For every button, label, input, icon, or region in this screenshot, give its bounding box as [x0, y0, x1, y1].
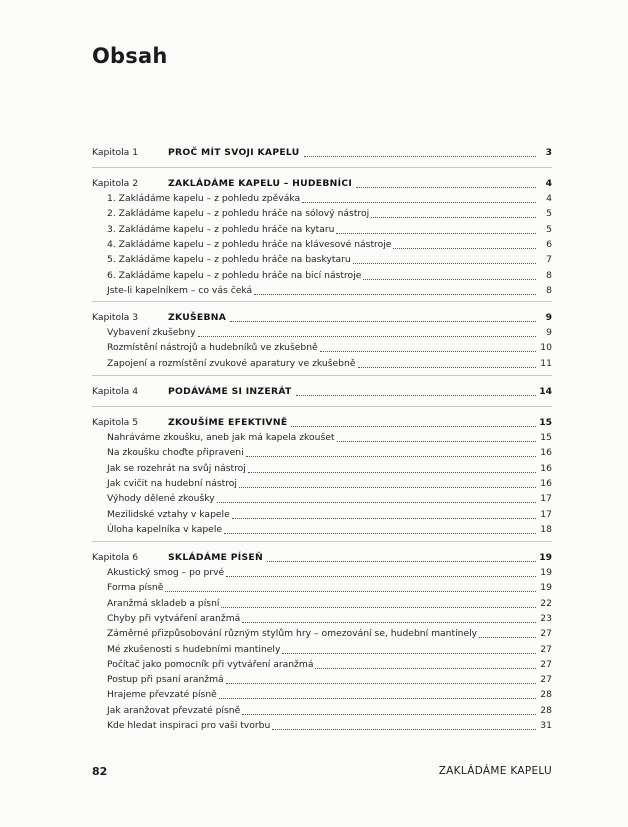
toc-entry-row[interactable]: [0, 269, 628, 283]
entry-page-number: 27: [540, 658, 552, 670]
dot-leader: [356, 187, 536, 188]
entry-page-number: 8: [546, 269, 552, 281]
chapter-page-number: 15: [539, 417, 552, 428]
dot-leader: [198, 336, 536, 337]
entry-page-number: 6: [546, 238, 552, 250]
dot-leader: [254, 294, 536, 295]
entry-title: Jak se rozehrát na svůj nástroj: [107, 462, 246, 474]
entry-title: 2. Zakládáme kapelu – z pohledu hráče na sólový nástroj: [107, 208, 370, 220]
toc-entry-row[interactable]: [0, 238, 628, 252]
entry-page-number: 17: [540, 493, 552, 505]
dot-leader: [219, 698, 536, 699]
dot-leader: [226, 576, 536, 577]
footer-page-number: 82: [92, 765, 108, 778]
entry-page-number: 5: [546, 208, 552, 220]
entry-title: Vybavení zkušebny: [107, 327, 196, 338]
dot-leader: [353, 263, 536, 264]
entry-page-number: 16: [540, 447, 552, 459]
chapter-title: ZKOUŠÍME EFEKTIVNĚ: [168, 417, 288, 428]
entry-page-number: 10: [540, 342, 552, 354]
dot-leader: [221, 607, 536, 608]
toc-entry-row[interactable]: [0, 477, 628, 491]
toc-entry-row[interactable]: [0, 341, 628, 355]
toc-entry-row[interactable]: [0, 523, 628, 537]
toc-entry-row[interactable]: [0, 688, 628, 702]
entry-title: Na zkoušku choďte připraveni: [107, 447, 244, 459]
dot-leader: [363, 279, 536, 280]
entry-page-number: 7: [546, 254, 552, 266]
toc-chapter-row[interactable]: [0, 177, 628, 191]
dot-leader: [242, 714, 536, 715]
entry-page-number: 28: [540, 689, 552, 701]
entry-title: 4. Zakládáme kapelu – z pohledu hráče na klávesové nástroje: [107, 238, 392, 250]
entry-page-number: 19: [540, 582, 552, 594]
toc-entry-row[interactable]: [0, 719, 628, 733]
dot-leader: [296, 395, 536, 396]
entry-title: 3. Zakládáme kapelu – z pohledu hráče na kytaru: [107, 223, 335, 235]
toc-entry-row[interactable]: [0, 492, 628, 506]
entry-title: Počítač jako pomocník při vytváření aranžmá: [107, 658, 314, 670]
dot-leader: [320, 351, 536, 352]
dot-leader: [282, 653, 536, 654]
toc-entry-row[interactable]: [0, 508, 628, 522]
toc-entry-row[interactable]: [0, 643, 628, 657]
entry-title: Hrajeme převzaté písně: [107, 689, 217, 701]
chapter-separator: [92, 541, 552, 542]
toc-entry-row[interactable]: [0, 284, 628, 298]
toc-entry-row[interactable]: [0, 223, 628, 237]
toc-entry-row[interactable]: [0, 357, 628, 371]
dot-leader: [217, 502, 536, 503]
entry-title: 1. Zakládáme kapelu – z pohledu zpěváka: [107, 193, 301, 204]
entry-page-number: 23: [540, 612, 552, 624]
entry-title: Forma písně: [107, 582, 164, 594]
entry-page-number: 18: [540, 523, 552, 535]
toc-entry-row[interactable]: [0, 253, 628, 267]
toc-entry-row[interactable]: [0, 704, 628, 718]
entry-title: Kde hledat inspiraci pro vaši tvorbu: [107, 720, 271, 731]
toc-chapter-row[interactable]: [0, 385, 628, 399]
chapter-page-number: 14: [539, 386, 552, 397]
dot-leader: [336, 233, 536, 234]
dot-leader: [393, 248, 536, 249]
entry-title: Zapojení a rozmístění zvukové aparatury ve zkušebně: [107, 357, 356, 369]
dot-leader: [371, 217, 536, 218]
toc-entry-row[interactable]: [0, 612, 628, 626]
dot-leader: [304, 156, 536, 157]
entry-page-number: 22: [540, 597, 552, 609]
entry-title: Jak aranžovat převzaté písně: [107, 704, 241, 716]
chapter-label: Kapitola 1: [92, 147, 139, 158]
chapter-title: PROČ MÍT SVOJI KAPELU: [168, 147, 300, 158]
entry-title: Postup při psaní aranžmá: [107, 674, 224, 686]
chapter-title: ZKUŠEBNA: [168, 312, 227, 323]
entry-title: 5. Zakládáme kapelu – z pohledu hráče na baskytaru: [107, 254, 351, 266]
toc-entry-row[interactable]: [0, 658, 628, 672]
toc-entry-row[interactable]: [0, 581, 628, 595]
entry-title: Záměrné přizpůsobování různým stylům hry – omezování se, hudební mantinely: [107, 628, 478, 640]
entry-page-number: 17: [540, 508, 552, 520]
dot-leader: [226, 683, 536, 684]
dot-leader: [337, 441, 536, 442]
entry-page-number: 5: [546, 223, 552, 235]
entry-page-number: 16: [540, 477, 552, 489]
entry-title: Mé zkušenosti s hudebními mantinely: [107, 643, 281, 655]
toc-entry-row[interactable]: [0, 462, 628, 476]
dot-leader: [224, 533, 536, 534]
toc-entry-row[interactable]: [0, 207, 628, 221]
toc-entry-row[interactable]: [0, 566, 628, 580]
toc-entry-row[interactable]: [0, 431, 628, 445]
entry-page-number: 27: [540, 674, 552, 686]
entry-title: Výhody dělené zkoušky: [107, 493, 215, 505]
dot-leader: [232, 518, 536, 519]
dot-leader: [358, 367, 537, 368]
chapter-title: PODÁVÁME SI INZERÁT: [168, 386, 292, 397]
toc-entry-row[interactable]: [0, 597, 628, 611]
chapter-page-number: 3: [545, 147, 552, 158]
entry-page-number: 28: [540, 704, 552, 716]
chapter-title: ZAKLÁDÁME KAPELU – HUDEBNÍCI: [168, 178, 353, 189]
entry-page-number: 4: [546, 193, 552, 204]
dot-leader: [239, 487, 536, 488]
toc-entry-row[interactable]: [0, 192, 628, 206]
entry-page-number: 19: [540, 567, 552, 578]
entry-title: Jste-li kapelníkem – co vás čeká: [107, 284, 253, 296]
entry-page-number: 27: [540, 628, 552, 640]
dot-leader: [267, 561, 536, 562]
page-title: Obsah: [92, 44, 168, 68]
entry-page-number: 8: [546, 284, 552, 296]
entry-title: Mezilidské vztahy v kapele: [107, 508, 230, 520]
dot-leader: [302, 202, 536, 203]
chapter-label: Kapitola 3: [92, 312, 139, 323]
dot-leader: [230, 321, 536, 322]
chapter-label: Kapitola 5: [92, 417, 139, 428]
entry-page-number: 16: [540, 462, 552, 474]
chapter-separator: [92, 375, 552, 376]
chapter-page-number: 19: [539, 552, 552, 563]
entry-page-number: 31: [540, 720, 552, 731]
toc-chapter-row[interactable]: [0, 551, 628, 565]
toc-entry-row[interactable]: [0, 326, 628, 340]
dot-leader: [479, 637, 536, 638]
chapter-separator: [92, 301, 552, 302]
chapter-title: SKLÁDÁME PÍSEŇ: [168, 552, 263, 563]
dot-leader: [242, 622, 536, 623]
dot-leader: [272, 729, 536, 730]
toc-chapter-row[interactable]: [0, 146, 628, 160]
dot-leader: [291, 426, 536, 427]
chapter-label: Kapitola 2: [92, 178, 139, 189]
entry-page-number: 11: [540, 357, 552, 369]
entry-title: Úloha kapelníka v kapele: [107, 523, 223, 535]
footer-running-title: ZAKLÁDÁME KAPELU: [438, 765, 552, 777]
entry-title: 6. Zakládáme kapelu – z pohledu hráče na bicí nástroje: [107, 269, 362, 281]
toc-entry-row[interactable]: [0, 673, 628, 687]
entry-title: Aranžmá skladeb a písní: [107, 597, 220, 609]
chapter-label: Kapitola 4: [92, 386, 139, 397]
chapter-separator: [92, 406, 552, 407]
chapter-separator: [92, 167, 552, 168]
toc-chapter-row[interactable]: [0, 416, 628, 430]
chapter-page-number: 4: [545, 178, 552, 189]
entry-title: Nahráváme zkoušku, aneb jak má kapela zkoušet: [107, 432, 335, 443]
entry-page-number: 27: [540, 643, 552, 655]
entry-page-number: 15: [540, 432, 552, 443]
entry-title: Chyby při vytváření aranžmá: [107, 612, 241, 624]
dot-leader: [165, 591, 536, 592]
toc-chapter-row[interactable]: [0, 311, 628, 325]
dot-leader: [248, 472, 536, 473]
entry-title: Akustický smog – po prvé: [107, 567, 225, 578]
entry-title: Jak cvičit na hudební nástroj: [107, 477, 237, 489]
toc-entry-row[interactable]: [0, 627, 628, 641]
entry-title: Rozmístění nástrojů a hudebníků ve zkušebně: [107, 342, 318, 354]
chapter-label: Kapitola 6: [92, 552, 139, 563]
toc-entry-row[interactable]: [0, 446, 628, 460]
entry-page-number: 9: [546, 327, 552, 338]
dot-leader: [246, 456, 536, 457]
dot-leader: [315, 668, 536, 669]
chapter-page-number: 9: [545, 312, 552, 323]
